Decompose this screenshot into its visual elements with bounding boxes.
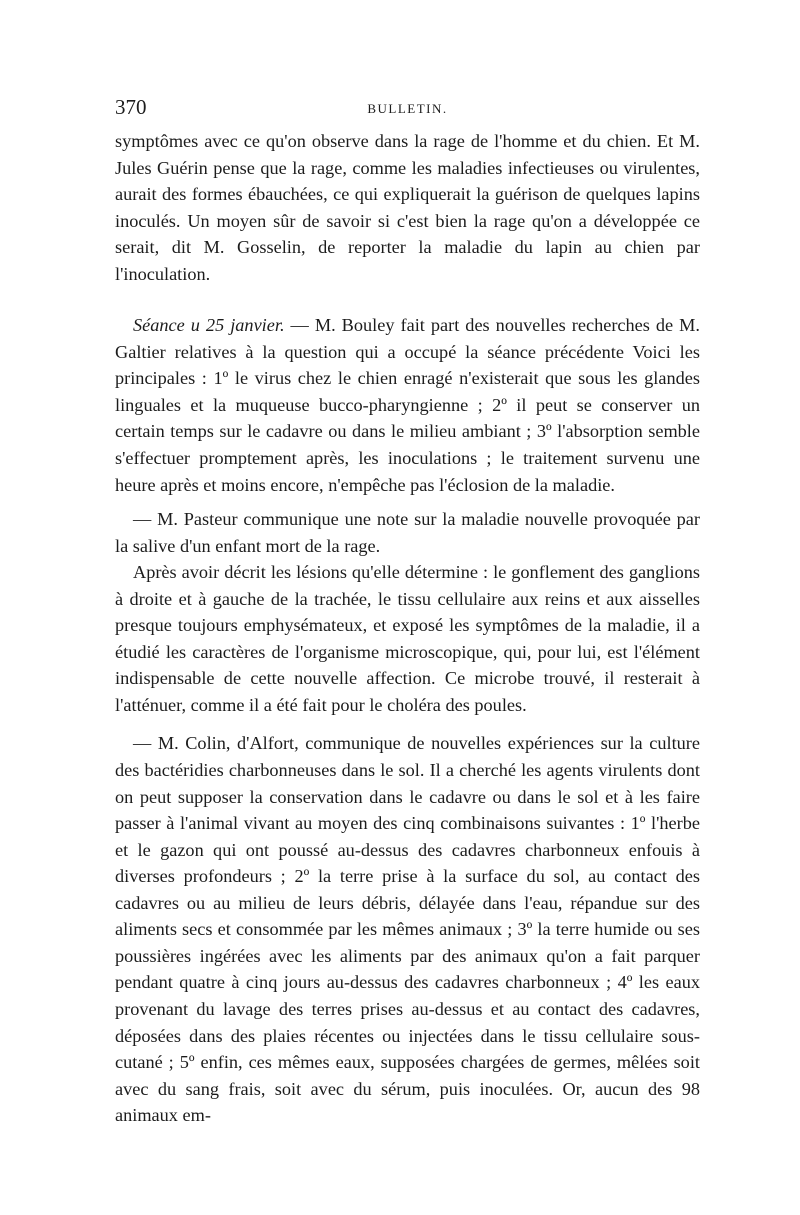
header-title: BULLETIN. bbox=[367, 101, 448, 116]
page-number: 370 bbox=[115, 95, 147, 119]
paragraph-seance-25-janvier bbox=[115, 312, 700, 498]
session-date-label: Séance u 25 janvier. bbox=[133, 315, 285, 336]
paragraph-lesions: Après avoir décrit les lésions qu'elle détermine : le gonflement des ganglions à droite et à gauche de la trachée, le tissu cellulaire aux reins et aux aisselles presque toujours emphysémateux, et exposé les symptômes de la maladie, il a étudié les caractères de l'organisme microscopique, qui, pour lui, est l'élément indispensable de cette nouvelle affection. Ce microbe trouvé, il resterait à l'atténuer, comme il a été fait pour le choléra des poules. bbox=[115, 562, 700, 715]
paragraph-bouley-text: — M. Bouley fait part des nouvelles recherches de M. Galtier relatives à la question qui a occupé la séance précédente Voici les principales : 1º le virus chez le chien enragé n'existerait que sous les glandes linguales et la muqueuse bucco-pharyngienne ; 2º il peut se conserver un certain temps sur le cadavre ou dans le milieu ambiant ; 3º l'absorption semble s'effectuer promptement après, les inoculations ; le traitement survenu une heure après et moins encore, n'empêche pas l'éclosion de la maladie. bbox=[115, 315, 700, 495]
paragraph-colin: — M. Colin, d'Alfort, communique de nouvelles expériences sur la culture des bactéridies charbonneuses dans le sol. Il a cherché les agents virulents dont on peut supposer la conservation dans le cadavre ou dans le sol et à les faire passer à l'animal vivant au moyen des cinq combinaisons suivantes : 1º l'herbe et le gazon qui ont poussé au-dessus des cadavres charbonneux enfouis à diverses profondeurs ; 2º la terre prise à la surface du sol, au contact des cadavres ou au milieu de leurs débris, délayée dans l'eau, répandue sur des aliments secs et consommée par les mêmes animaux ; 3º la terre humide ou ses poussières ingérées avec les aliments par des animaux qu'on a fait parquer pendant quatre à cinq jours au-dessus des cadavres charbonneux ; 4º les eaux provenant du lavage des terres prises au-dessus et au contact des cadavres, déposées dans des plaies récentes ou injectées dans le tissu cellulaire sous-cutané ; 5º enfin, ces mêmes eaux, supposées chargées de germes, mêlées soit avec du sang frais, soit avec du sérum, puis inoculées. Or, aucun des 98 animaux em- bbox=[115, 733, 700, 1126]
paragraph-pasteur: — M. Pasteur communique une note sur la maladie nouvelle provoquée par la salive d'un enfant mort de la rage. bbox=[115, 509, 700, 556]
body-text bbox=[115, 128, 700, 1129]
paragraph-rage-discussion: symptômes avec ce qu'on observe dans la rage de l'homme et du chien. Et M. Jules Guérin pense que la rage, comme les maladies infectieuses ou virulentes, aurait des formes ébauchées, ce qui expliquerait la guérison de quelques lapins inoculés. Un moyen sûr de savoir si c'est bien la rage qu'on a développée ce serait, dit M. Gosselin, de reporter la maladie du lapin au chien par l'inoculation. bbox=[115, 131, 700, 284]
running-head bbox=[115, 95, 700, 125]
